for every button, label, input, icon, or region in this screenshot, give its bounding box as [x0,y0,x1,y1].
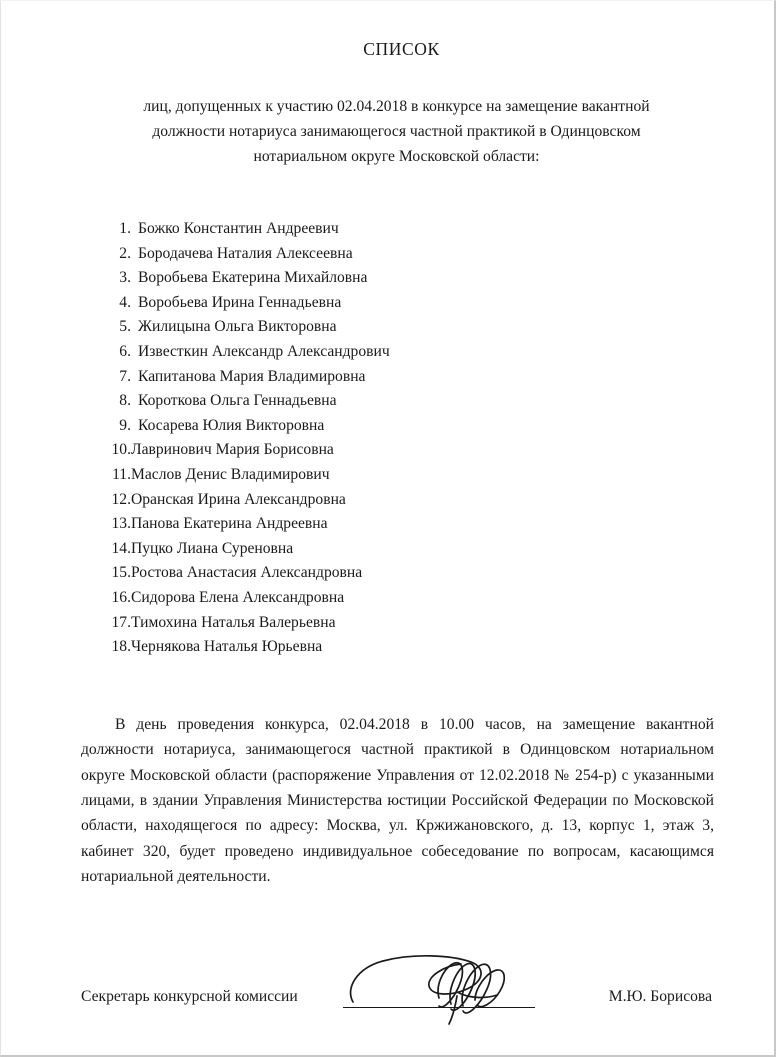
list-item-name: Маслов Денис Владимирович [131,465,330,483]
list-item [101,586,718,611]
list-item-number: 13. [111,515,131,533]
list-item-name: Ростова Анастасия Александровна [131,564,363,582]
list-item-name: Известкин Александр Александрович [138,342,390,360]
list-item-name: Сидорова Елена Александровна [131,588,345,606]
list-item [101,340,718,365]
list-item-number: 18. [111,638,131,656]
list-item-name: Чернякова Наталья Юрьевна [131,638,323,656]
list-item-name: Божко Константин Андреевич [138,220,339,237]
list-item [101,611,718,636]
list-item-name: Панова Екатерина Андреевна [131,515,328,533]
document-subtitle [75,94,718,169]
signature-role-label: Секретарь конкурсной комиссии [81,987,298,1005]
list-item-number: 1. [119,220,131,237]
body-paragraph: В день проведения конкурса, 02.04.2018 в 10.00 часов, на замещение вакантной должности нотариуса, занимающегося частной практикой в Одинцовском нотариальном округе Московской области (распоряжение Управления от 12.02.2018 № 254-р) с указанными лицами, в здании Управления Министерства юстиции Российской Федерации по Московской области, находящегося по адресу: Москва, ул. Кржижановского, д. 13, корпус 1, этаж 3, кабинет 320, будет проведено индивидуальное собеседование по вопросам, касающимся нотариальной деятельности. [81,715,714,886]
list-item-number: 4. [119,293,131,311]
list-item-name: Пуцко Лиана Суреновна [131,539,294,557]
list-item [101,635,718,660]
list-item [101,463,718,488]
list-item-name: Воробьева Екатерина Михайловна [138,269,368,287]
list-item [101,438,718,463]
list-item [101,217,718,242]
list-item-number: 17. [111,613,131,631]
signature-rule [343,1007,535,1008]
list-item-number: 10. [111,441,131,459]
signer-name: М.Ю. Борисова [608,987,712,1005]
list-item [101,242,718,267]
candidate-list [101,217,718,660]
list-item-number: 15. [111,564,131,582]
document-sheet [1,1,774,1055]
list-item-number: 7. [119,367,131,385]
list-item-number: 9. [119,416,131,434]
handwritten-signature-icon [339,948,539,1026]
list-item-name: Оранская Ирина Александровна [131,490,346,508]
list-item [101,291,718,316]
list-item-name: Косарева Юлия Викторовна [138,416,325,434]
list-item-name: Капитанова Мария Владимировна [138,367,366,385]
list-item [101,266,718,291]
list-item-number: 14. [111,539,131,557]
list-item-name: Короткова Ольга Геннадьевна [138,392,337,410]
list-item-number: 3. [119,269,131,287]
list-item-name: Тимохина Наталья Валерьевна [131,613,336,631]
signature-block [75,954,718,1040]
list-item-number: 11. [112,465,131,483]
list-item [101,365,718,390]
list-item-name: Бородачева Наталия Алексеевна [138,244,353,262]
list-item [101,414,718,439]
list-item [101,389,718,414]
list-item-name: Жилицына Ольга Викторовна [138,318,337,336]
list-item-number: 8. [119,392,131,410]
list-item [101,315,718,340]
subtitle-line: нотариальном округе Московской области: [253,148,540,165]
list-item-number: 12. [111,490,131,508]
list-item-number: 2. [119,244,131,262]
list-item-name: Лавринович Мария Борисовна [131,441,334,459]
subtitle-line: должности нотариуса занимающегося частной практикой в Одинцовском [152,123,641,140]
list-item [101,512,718,537]
page-title: СПИСОК [363,39,440,59]
list-item-number: 5. [119,318,131,336]
body-section [75,712,718,890]
list-item [101,561,718,586]
list-item-number: 6. [119,342,131,360]
list-item-name: Воробьева Ирина Геннадьевна [138,293,342,311]
list-item [101,537,718,562]
list-item-number: 16. [111,588,131,606]
list-item [101,488,718,513]
subtitle-line: лиц, допущенных к участию 02.04.2018 в конкурсе на замещение вакантной [143,98,650,115]
